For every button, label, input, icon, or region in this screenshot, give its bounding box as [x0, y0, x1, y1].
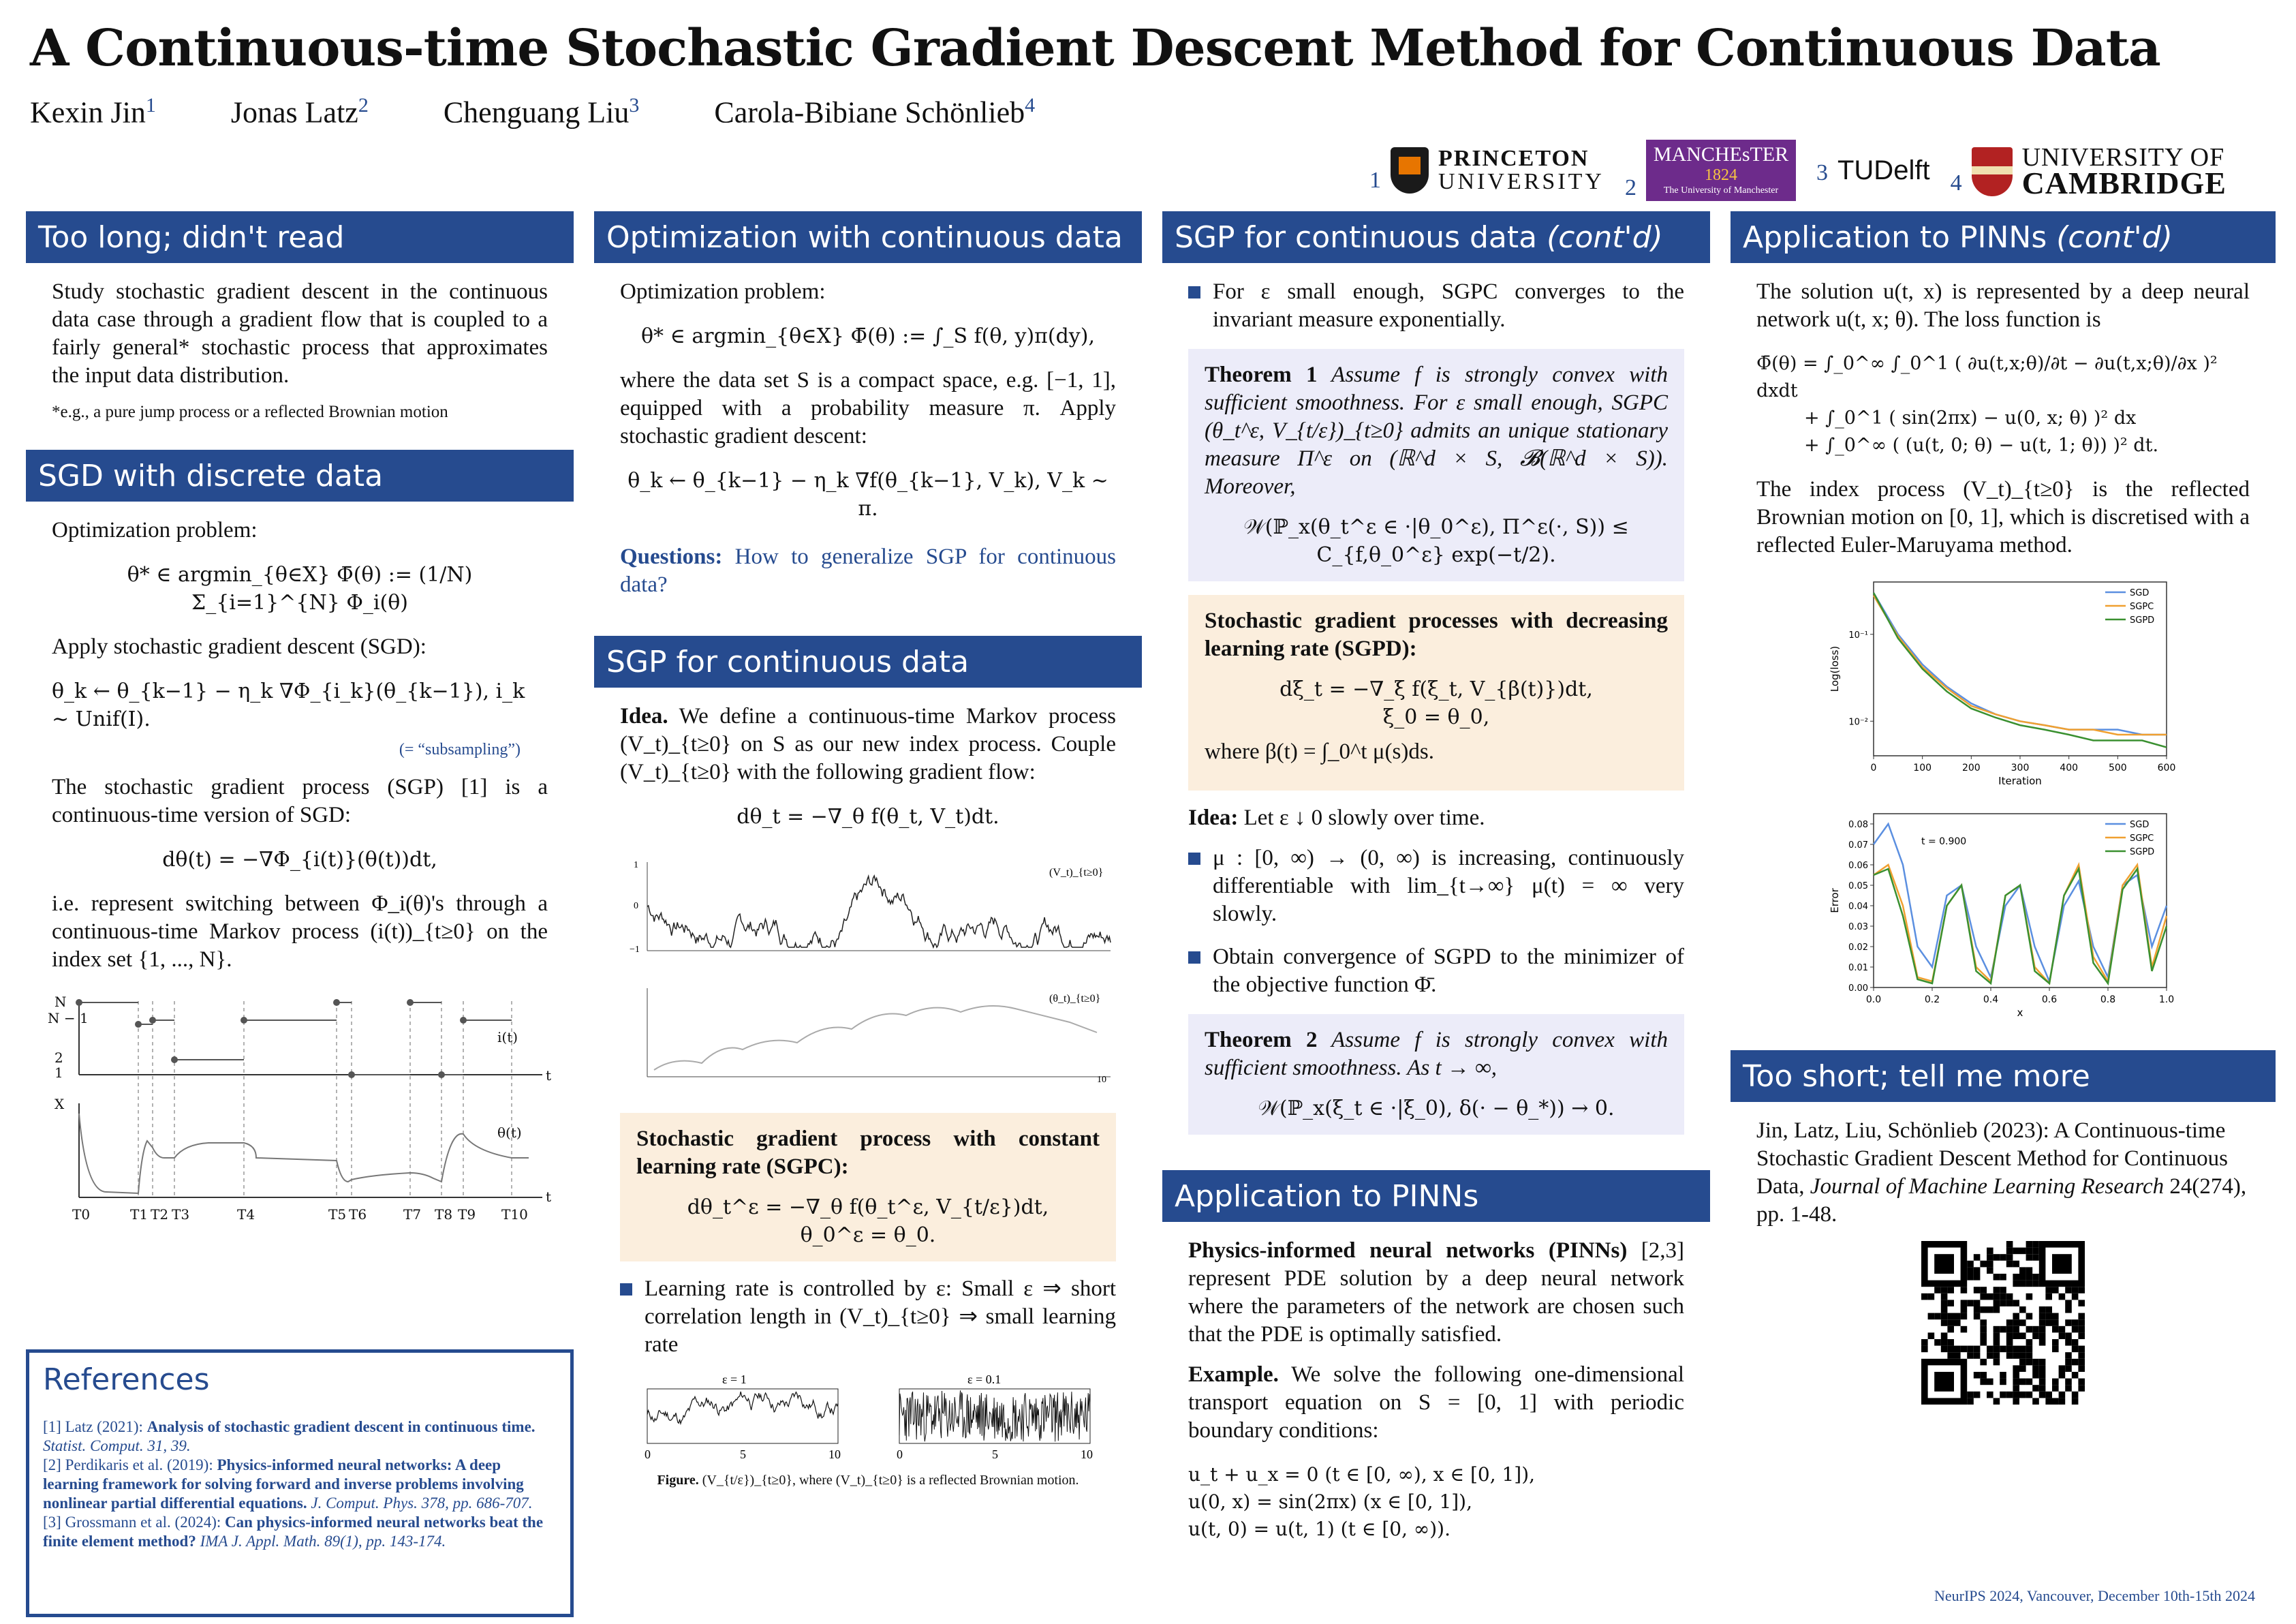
bullet-item: Obtain convergence of SGPD to the minimizer of the objective function Φ̄. [1188, 943, 1684, 999]
vt-path-plot [620, 855, 1117, 957]
plot-label: N [55, 994, 67, 1010]
reference-item: [1] Latz (2021): Analysis of stochastic gradient descent in continuous time. Statist. Comput. 31, 39. [43, 1418, 536, 1454]
legend-entry: SGPD [2130, 615, 2155, 626]
plot-label: N − 1 [48, 1010, 89, 1026]
plot-label: X [55, 1096, 65, 1112]
poster-title: A Continuous-time Stochastic Gradient Descent Method for Continuous Data [30, 19, 2160, 78]
time-tick-labels [72, 1206, 528, 1223]
manchester-logo: 2 MANCHEsTER 1824 The University of Manchester [1625, 140, 1796, 201]
epsilon-1-plot [620, 1374, 845, 1462]
tick-label: 10 [1081, 1447, 1093, 1461]
series-label: (θ_t)_{t≥0} [1049, 993, 1101, 1005]
legend-entry: SGPC [2130, 833, 2154, 844]
figure-caption: Figure. (V_{t/ε})_{t≥0}, where (V_t)_{t≥0} is a reflected Brownian motion. [657, 1473, 1079, 1488]
tick-label: T0 [72, 1206, 91, 1223]
legend-entry: SGD [2130, 820, 2150, 830]
tick-label: T10 [501, 1206, 528, 1223]
legend-entry: SGPD [2130, 847, 2155, 857]
cambridge-logo: 4 UNIVERSITY OF CAMBRIDGE [1950, 143, 2227, 200]
x-tick-label: 500 [2108, 763, 2127, 773]
axis-label: 10 [1097, 1075, 1106, 1085]
loss-function: Φ̄(θ) = ∫_0^∞ ∫_0^1 ( ∂u(t,x;θ)/∂t − ∂u(t,x;θ)/∂x )² dxdt + ∫_0^1 ( sin(2πx) − u(0, x; θ) )² dx + ∫_0^∞ ( (u(t, 0; θ) − u(t, 1; θ)) )² dt. [1756, 353, 2218, 456]
x-tick-label: 0.0 [1865, 994, 1882, 1005]
affiliation-logos [1369, 140, 2269, 201]
axis-label: 0 [634, 901, 638, 911]
princeton-shield-icon [1391, 147, 1429, 194]
section-header: Too long; didn't read [26, 211, 574, 263]
plot-label: i(t) [497, 1029, 518, 1045]
plot-label: θ(t) [497, 1124, 522, 1141]
x-tick-label: 0.6 [2041, 994, 2058, 1005]
delft-logo: 3 TUDelft [1816, 155, 1930, 185]
tick-label: T4 [237, 1206, 255, 1223]
legend-entry: SGPC [2130, 602, 2154, 612]
tick-label: T5 [328, 1206, 347, 1223]
tick-label: 0 [897, 1447, 903, 1461]
equation: θ_k ← θ_{k−1} − η_k ∇f(θ_{k−1}, V_k), V_k ∼ π. [627, 469, 1108, 521]
bullet-item: μ : [0, ∞) → (0, ∞) is increasing, continuously differentiable with lim_{t→∞} μ(t) = ∞ very slowly. [1188, 844, 1684, 928]
section-header: SGP for continuous data [594, 636, 1142, 688]
x-tick-label: 100 [1913, 763, 1932, 773]
tick-label: T8 [435, 1206, 453, 1223]
section-header: Application to PINNs (cont'd) [1731, 211, 2276, 263]
tick-label: 0 [645, 1447, 651, 1461]
tick-label: T3 [172, 1206, 190, 1223]
tick-label: T1 [130, 1206, 149, 1223]
section-header: Too short; tell me more [1731, 1050, 2276, 1102]
series-label: (V_t)_{t≥0} [1049, 867, 1104, 878]
author: Chenguang Liu$^3$ [443, 94, 640, 129]
author: Kexin Jin$^1$ [30, 94, 156, 129]
chart-annotation: t = 0.900 [1921, 836, 1967, 847]
series-line-sgpd [1874, 593, 2167, 748]
tick-label: T2 [151, 1206, 169, 1223]
y-tick-label: 0.06 [1848, 861, 1868, 871]
bullet-item: Learning rate is controlled by ε: Small ε ⇒ short correlation length in (V_t)_{t≥0} ⇒ small learning rate [620, 1275, 1116, 1359]
x-tick-label: 600 [2157, 763, 2176, 773]
princeton-logo: 1 PRINCETON UNIVERSITY [1369, 146, 1604, 194]
section-header: SGD with discrete data [26, 450, 574, 502]
epsilon-plots [620, 1374, 1116, 1462]
plot-label: 2 [55, 1050, 63, 1066]
legend-entry: SGD [2130, 588, 2150, 598]
y-tick-label: 0.03 [1848, 922, 1868, 932]
equation: dθ_t = −∇_θ f(θ_t, V_t)dt. [736, 805, 999, 829]
plot-title: ε = 1 [722, 1373, 747, 1386]
x-axis-label: x [2017, 1007, 2023, 1019]
y-tick-label: 0.04 [1848, 902, 1868, 912]
plot-label: 1 [55, 1064, 63, 1081]
equation: dθ(t) = −∇Φ_{i(t)}(θ(t))dt, [162, 848, 437, 872]
x-tick-label: 1.0 [2158, 994, 2175, 1005]
reference-item: [2] Perdikaris et al. (2019): Physics-informed neural networks: A deep learning framework for solving forward and inverse problems involving nonlinear partial differential equations. J. Comput. Phys. 378, pp. 686-707. [43, 1456, 533, 1512]
x-tick-label: 200 [1961, 763, 1981, 773]
tick-label: T7 [403, 1206, 422, 1223]
y-tick-label: 0.02 [1848, 943, 1868, 953]
x-axis-label: Iteration [1998, 775, 2042, 787]
tick-label: 10 [828, 1447, 841, 1461]
author: Carola-Bibiane Schönlieb$^4$ [714, 94, 1036, 129]
column-4 [1731, 211, 2276, 1420]
theorem-1-box: Theorem 1 Assume f is strongly convex with sufficient smoothness. For ε small enough, SGPC (θ_t^ε, V_{t/ε})_{t≥0} admits an unique stationary measure Π^ε on (ℝ^d × S, 𝓑(ℝ^d × S)). Moreover, 𝒲(ℙ_x(θ_t^ε ∈ ·|θ_0^ε), Π^ε(·, S)) ≤ C_{f,θ_0^ε} exp(−t/2). [1188, 349, 1684, 581]
opt-continuous-section: Optimization problem: θ* ∈ argmin_{θ∈X} Φ̄(θ) := ∫_S f(θ, y)π(dy), where the data set S is a compact space, e.g. [−1, 1], equipped with a probability measure π. Apply stochastic gradient descent: θ_k ← θ_{k−1} − η_k ∇f(θ_{k−1}, V_k), V_k ∼ π. Questions: How to generalize SGP for continuous data? [620, 279, 1116, 597]
x-tick-label: 0 [1870, 763, 1877, 773]
tick-label: 5 [740, 1447, 746, 1461]
tick-label: T9 [458, 1206, 476, 1223]
y-tick-label: 0.05 [1848, 881, 1868, 891]
bullet-item: For ε small enough, SGPC converges to the invariant measure exponentially. [1188, 278, 1684, 334]
pde-system: u_t + u_x = 0 (t ∈ [0, ∞), x ∈ [0, 1]), u(0, x) = sin(2πx) (x ∈ [0, 1]), u(t, 0) = u(t, 1) (t ∈ [0, ∞)). [1188, 1463, 1536, 1540]
author: Jonas Latz$^2$ [230, 94, 369, 129]
axis-label: −1 [630, 945, 640, 955]
sgd-section: Optimization problem: θ* ∈ argmin_{θ∈X} Φ̄(θ) := (1/N) Σ_{i=1}^{N} Φ_i(θ) Apply stochastic gradient descent (SGD): θ_k ← θ_{k−1} − η_k ∇Φ_{i_k}(θ_{k−1}), i_k ∼ Unif(I). (= “subsampling”) The stochastic gradient process (SGP) [1] is a continuous-time version of SGD: dθ(t) = −∇Φ_{i(t)}(θ(t))dt, i.e. represent switching between Φ_i(θ)'s through a continuous-time Markov process (i(t))_{t≥0} on the index set {1, ..., N}. N N − 1 2 1 X i(t) θ(t) t t T0 T1 T2 T3 T4 T5 T6 T7 T8 T9 T10 [26, 502, 574, 1257]
series-line-sgpc [1874, 596, 2167, 735]
qr-code-icon[interactable] [1921, 1241, 2085, 1405]
section-header: SGP for continuous data (cont'd) [1162, 211, 1710, 263]
y-tick-label: 0.07 [1848, 840, 1868, 851]
pinn-cont-section: The solution u(t, x) is represented by a deep neural network u(t, x; θ). The loss function is Φ̄(θ) = ∫_0^∞ ∫_0^1 ( ∂u(t,x;θ)/∂t − ∂u(t,x;θ)/∂x )² dxdt + ∫_0^1 ( sin(2πx) − u(0, x; θ) )² dx + ∫_0^∞ ( (u(t, 0; θ) − u(t, 1; θ)) )² dt. The index process (V_t)_{t≥0} is the reflected Brownian motion on [0, 1], which is discretised with a reflected Euler-Maruyama method. 0 100 200 300 400 500 600 10⁻¹ 10⁻² Iteration Log(loss) SGD SGPC SGPD 0.0 0.2 0.4 0.6 0.8 1.0 0.00 0.01 0.02 0.03 0.04 0.05 0.06 0.07 0.08 x Error t = 0.900 SGD SGPC SGPD [1731, 263, 2276, 1043]
index-process-plot [48, 994, 556, 1226]
plot-frame [1874, 582, 2167, 756]
y-tick-label: 0.08 [1848, 820, 1868, 830]
equation: θ* ∈ argmin_{θ∈X} Φ̄(θ) := ∫_S f(θ, y)π(dy), [641, 324, 1095, 348]
plot-frame [1874, 814, 2167, 987]
plot-title: ε = 0.1 [967, 1373, 1002, 1386]
theorem-2-box: Theorem 2 Assume f is strongly convex with sufficient smoothness. As t → ∞, 𝒲(ℙ_x(ξ_t ∈ ·|ξ_0), δ(· − θ_*)) → 0. [1188, 1014, 1684, 1135]
column-1 [26, 211, 574, 1257]
x-tick-label: 0.8 [2100, 994, 2116, 1005]
reference-item: [3] Grossmann et al. (2024): Can physics-informed neural networks beat the finite element method? IMA J. Appl. Math. 89(1), pp. 143-174. [43, 1514, 544, 1550]
thetat-path-plot [620, 981, 1117, 1084]
tldr-section: Study stochastic gradient descent in the continuous data case through a gradient flow that is coupled to a fairly general* stochastic process that approximates the input data distribution. *e.g., a pure jump process or a reflected Brownian motion [52, 279, 548, 421]
author-list [30, 94, 1035, 130]
x-tick-label: 0.4 [1983, 994, 1999, 1005]
citation-section: Jin, Latz, Liu, Schönlieb (2023): A Continuous-time Stochastic Gradient Descent Method for Continuous Data, Journal of Machine Learning Research 24(274), pp. 1-48. [1731, 1102, 2276, 1420]
column-3 [1162, 211, 1710, 1574]
y-tick-label: 10⁻² [1848, 717, 1868, 728]
sgpc-box: Stochastic gradient process with constant learning rate (SGPC): dθ_t^ε = −∇_θ f(θ_t^ε, V_{t/ε})dt, θ_0^ε = θ_0. [620, 1113, 1116, 1261]
equation: θ* ∈ argmin_{θ∈X} Φ̄(θ) := (1/N) Σ_{i=1}^{N} Φ_i(θ) [127, 563, 473, 615]
epsilon-01-plot [872, 1374, 1097, 1462]
sgp-cont-section: For ε small enough, SGPC converges to the invariant measure exponentially. Theorem 1 Assume f is strongly convex with sufficient smoothness. For ε small enough, SGPC (θ_t^ε, V_{t/ε})_{t≥0} admits an unique stationary measure Π^ε on (ℝ^d × S, 𝓑(ℝ^d × S)). Moreover, 𝒲(ℙ_x(θ_t^ε ∈ ·|θ_0^ε), Π^ε(·, S)) ≤ C_{f,θ_0^ε} exp(−t/2). Stochastic gradient processes with decreasing learning rate (SGPD): dξ_t = −∇_ξ f(ξ_t, V_{β(t)})dt, ξ_0 = θ_0, where β(t) = ∫_0^t μ(s)ds. Idea: Let ε ↓ 0 slowly over time. μ : [0, ∞) → (0, ∞) is increasing, continuously differentiable with lim_{t→∞} μ(t) = ∞ very slowly. Obtain convergence of SGPD to the minimizer of the objective function Φ̄. Theorem 2 Assume f is strongly convex with sufficient smoothness. As t → ∞, 𝒲(ℙ_x(ξ_t ∈ ·|ξ_0), δ(· − θ_*)) → 0. [1162, 263, 1710, 1163]
sgpd-box: Stochastic gradient processes with decreasing learning rate (SGPD): dξ_t = −∇_ξ f(ξ_t, V_{β(t)})dt, ξ_0 = θ_0, where β(t) = ∫_0^t μ(s)ds. [1188, 595, 1684, 791]
column-2 [594, 211, 1142, 1510]
x-tick-label: 400 [2060, 763, 2079, 773]
y-tick-label: 10⁻¹ [1848, 630, 1868, 641]
plot-label: t [546, 1067, 552, 1084]
error-chart [1826, 803, 2180, 1028]
section-header: Application to PINNs [1162, 1170, 1710, 1222]
series-line-sgpc [1874, 865, 2167, 983]
pinn-section: Physics-informed neural networks (PINNs) [2,3] represent PDE solution by a deep neural network where the parameters of the network are chosen such that the PDE is optimally satisfied. Example. We solve the following one-dimensional transport equation on S = [0, 1] with periodic boundary conditions: u_t + u_x = 0 (t ∈ [0, ∞), x ∈ [0, 1]), u(0, x) = sin(2πx) (x ∈ [0, 1]), u(t, 0) = u(t, 1) (t ∈ [0, ∞)). [1162, 1222, 1710, 1574]
y-axis-label: Log(loss) [1829, 645, 1841, 692]
tick-label: T6 [349, 1206, 367, 1223]
y-tick-label: 0.00 [1848, 983, 1868, 994]
sgp-continuous-section: Idea. We define a continuous-time Markov process (V_t)_{t≥0} on S as our new index process. Couple (V_t)_{t≥0} with the following gradient flow: dθ_t = −∇_θ f(θ_t, V_t)dt. 1 0 −1 (V_t)_{t≥0} 10 (θ_t)_{t≥0} Stochastic gradient process with constant learning rate (SGPC): dθ_t^ε = −∇_θ f(θ_t^ε, V_{t/ε})dt, θ_0^ε = θ_0. Learning rate is controlled by ε: Small ε ⇒ short correlation length in (V_t)_{t≥0} ⇒ small learning rate ε = 1 0 5 10 ε = 0.1 0 5 10 Figure. (V_{t/ε})_{t≥0}, where (V_t)_{t≥0} is a reflected Brownian motion. [594, 688, 1142, 1510]
references-title: References [43, 1362, 210, 1397]
y-axis-label: Error [1829, 888, 1841, 913]
cambridge-shield-icon [1972, 147, 2013, 196]
equation: θ_k ← θ_{k−1} − η_k ∇Φ_{i_k}(θ_{k−1}), i_k ∼ Unif(I). [52, 679, 525, 731]
loss-chart [1826, 572, 2180, 797]
tick-label: 5 [992, 1447, 998, 1461]
section-header: Optimization with continuous data [594, 211, 1142, 263]
y-tick-label: 0.01 [1848, 963, 1868, 973]
plot-label: t [546, 1189, 552, 1205]
x-tick-label: 0.2 [1924, 994, 1940, 1005]
axis-label: 1 [634, 860, 638, 870]
venue-note: NeurIPS 2024, Vancouver, December 10th-15th 2024 [1934, 1587, 2255, 1604]
equation: dθ_t^ε = −∇_θ f(θ_t^ε, V_{t/ε})dt, θ_0^ε = θ_0. [687, 1195, 1049, 1247]
x-tick-label: 300 [2011, 763, 2030, 773]
series-line-sgd [1874, 824, 2167, 981]
references-box [26, 1349, 574, 1617]
